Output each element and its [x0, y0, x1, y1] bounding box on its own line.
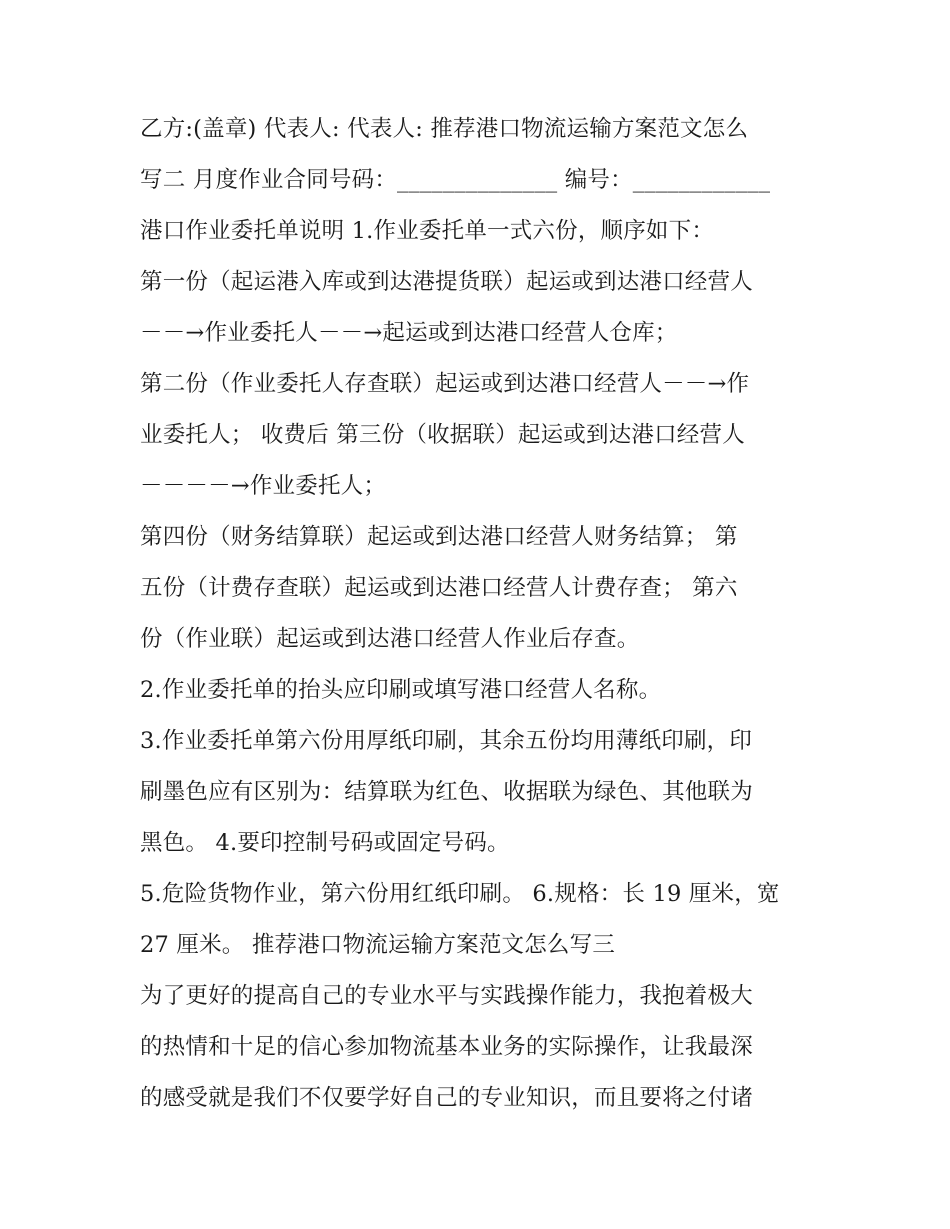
text-line: 的感受就是我们不仅要学好自己的专业知识，而且要将之付诸 [140, 1085, 753, 1111]
text-line: 份（作业联）起运或到达港口经营人作业后存查。 [140, 626, 640, 652]
text-line: 27 厘米。 推荐港口物流运输方案范文怎么写三 [140, 932, 616, 958]
text-line: 第四份（财务结算联）起运或到达港口经营人财务结算； 第 [140, 524, 738, 550]
text-line: 业委托人； 收费后 第三份（收据联）起运或到达港口经营人 [140, 422, 745, 448]
text-line: 刷墨色应有区别为：结算联为红色、收据联为绿色、其他联为 [140, 779, 753, 805]
document-body [140, 104, 820, 1124]
text-line: 第一份（起运港入库或到达港提货联）起运或到达港口经营人 [140, 269, 753, 295]
text-line: －－→作业委托人－－→起运或到达港口经营人仓库； [140, 320, 678, 346]
text-line: 写二 月度作业合同号码：______________ 编号：____________ [140, 167, 771, 193]
text-line: 的热情和十足的信心参加物流基本业务的实际操作，让我最深 [140, 1034, 753, 1060]
text-line: 2.作业委托单的抬头应印刷或填写港口经营人名称。 [140, 677, 662, 703]
text-line: 5.危险货物作业，第六份用红纸印刷。 6.规格：长 19 厘米，宽 [140, 881, 780, 907]
text-line: 第二份（作业委托人存查联）起运或到达港口经营人－－→作 [140, 371, 750, 397]
text-line: 黑色。 4.要印控制号码或固定号码。 [140, 830, 510, 856]
text-line: 乙方:(盖章) 代表人: 代表人: 推荐港口物流运输方案范文怎么 [140, 116, 749, 142]
text-line: 为了更好的提高自己的专业水平与实践操作能力，我抱着极大 [140, 983, 753, 1009]
text-line: 3.作业委托单第六份用厚纸印刷，其余五份均用薄纸印刷，印 [140, 728, 753, 754]
text-line: －－－－→作业委托人； [140, 473, 387, 499]
text-line: 港口作业委托单说明 1.作业委托单一式六份，顺序如下： [140, 218, 715, 244]
text-line: 五份（计费存查联）起运或到达港口经营人计费存查； 第六 [140, 575, 738, 601]
